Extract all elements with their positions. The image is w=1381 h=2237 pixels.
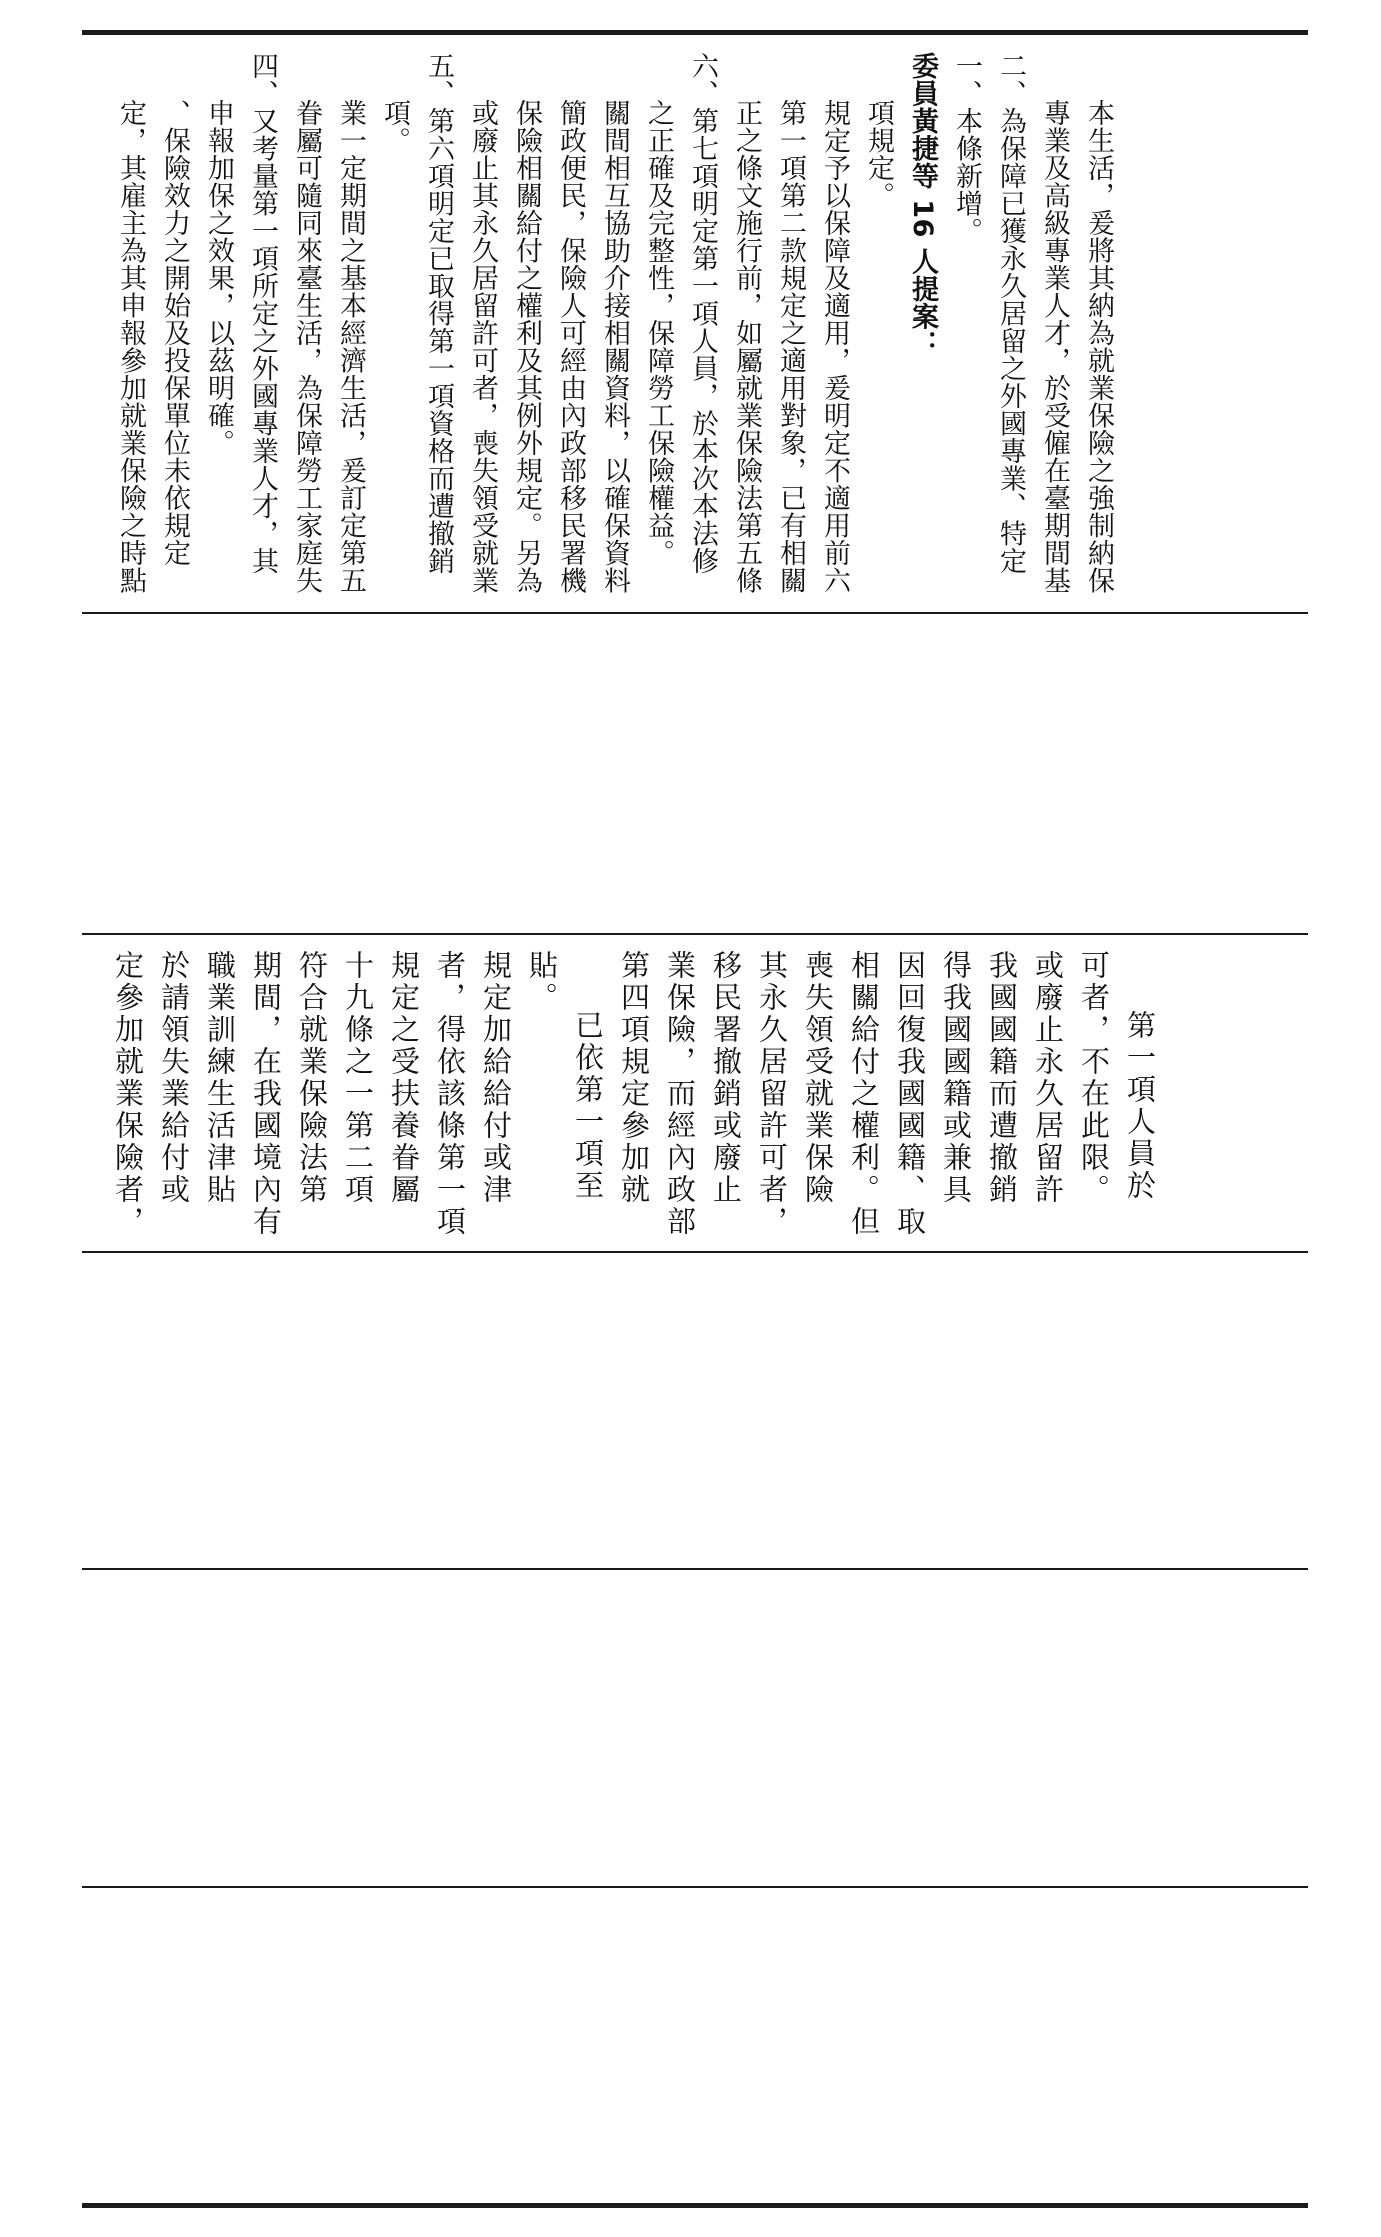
explanation-column: 一、本條新增。 — [951, 52, 982, 245]
explanation-column: 業一定期間之基本經濟生活，爰訂定第五 — [335, 99, 366, 594]
explanation-column: 五、第六項明定已取得第一項資格而遭撤銷 — [423, 52, 454, 575]
article-column: 第一項人員於 — [1123, 1010, 1157, 1202]
explanation-column: 或廢止其永久居留許可者，喪失領受就業 — [467, 99, 498, 594]
article-column: 十九條之一第二項 — [341, 950, 375, 1206]
explanation-column: 規定予以保障及適用，爰明定不適用前六 — [819, 99, 850, 594]
divider-rule-2 — [82, 933, 1308, 935]
proposal-heading: 委員黃捷等 16 人提案： — [907, 52, 938, 358]
article-column: 職業訓練生活津貼 — [203, 950, 237, 1206]
article-column: 相關給付之權利。但 — [847, 950, 881, 1238]
explanation-column: 二、為保障已獲永久居留之外國專業、特定 — [995, 52, 1026, 575]
article-column: 期間，在我國境內有 — [249, 950, 283, 1238]
divider-rule-1 — [82, 612, 1308, 614]
explanation-column: 六、第七項明定第一項人員，於本次本法修 — [687, 52, 718, 575]
explanation-column: 定，其雇主為其申報參加就業保險之時點 — [115, 99, 146, 594]
article-column: 者，得依該條第一項 — [433, 950, 467, 1238]
article-column: 或廢止永久居留許 — [1031, 950, 1065, 1206]
article-column: 可者，不在此限。 — [1077, 950, 1111, 1206]
top-rule — [82, 30, 1308, 35]
explanation-column: 本生活，爰將其納為就業保險之強制納保 — [1083, 99, 1114, 594]
explanation-column: 關間相互協助介接相關資料，以確保資料 — [599, 99, 630, 594]
divider-rule-3 — [82, 1251, 1308, 1253]
article-column: 定參加就業保險者， — [111, 950, 145, 1238]
article-column: 符合就業保險法第 — [295, 950, 329, 1206]
divider-rule-4 — [82, 1568, 1308, 1570]
explanation-column: 項。 — [379, 99, 410, 154]
article-column: 其永久居留許可者， — [755, 950, 789, 1238]
article-column: 第四項規定參加就 — [617, 950, 651, 1206]
article-column: 喪失領受就業保險 — [801, 950, 835, 1206]
explanation-column: 簡政便民，保險人可經由內政部移民署機 — [555, 99, 586, 594]
explanation-column: 之正確及完整性，保障勞工保險權益。 — [643, 99, 674, 567]
article-column: 我國國籍而遭撤銷 — [985, 950, 1019, 1206]
explanation-column: 、保險效力之開始及投保單位未依規定 — [159, 99, 190, 567]
explanation-column: 正之條文施行前，如屬就業保險法第五條 — [731, 99, 762, 594]
explanation-column: 第一項第二款規定之適用對象，已有相關 — [775, 99, 806, 594]
divider-rule-5 — [82, 1886, 1308, 1888]
article-column: 規定之受扶養眷屬 — [387, 950, 421, 1206]
article-column: 貼。 — [525, 950, 559, 1014]
article-column: 移民署撤銷或廢止 — [709, 950, 743, 1206]
explanation-column: 四、又考量第一項所定之外國專業人才，其 — [247, 52, 278, 575]
explanation-column: 保險相關給付之權利及其例外規定。另為 — [511, 99, 542, 594]
article-column: 業保險，而經內政部 — [663, 950, 697, 1238]
article-column: 於請領失業給付或 — [157, 950, 191, 1206]
explanation-column: 申報加保之效果，以茲明確。 — [203, 99, 234, 457]
article-column: 規定加給給付或津 — [479, 950, 513, 1206]
bottom-rule — [82, 2203, 1308, 2208]
article-column: 得我國國籍或兼具 — [939, 950, 973, 1206]
explanation-column: 專業及高級專業人才，於受僱在臺期間基 — [1039, 99, 1070, 594]
explanation-column: 眷屬可隨同來臺生活，為保障勞工家庭失 — [291, 99, 322, 594]
explanation-column: 項規定。 — [863, 99, 894, 209]
article-column: 已依第一項至 — [571, 1010, 605, 1202]
article-column: 因回復我國國籍、取 — [893, 950, 927, 1238]
